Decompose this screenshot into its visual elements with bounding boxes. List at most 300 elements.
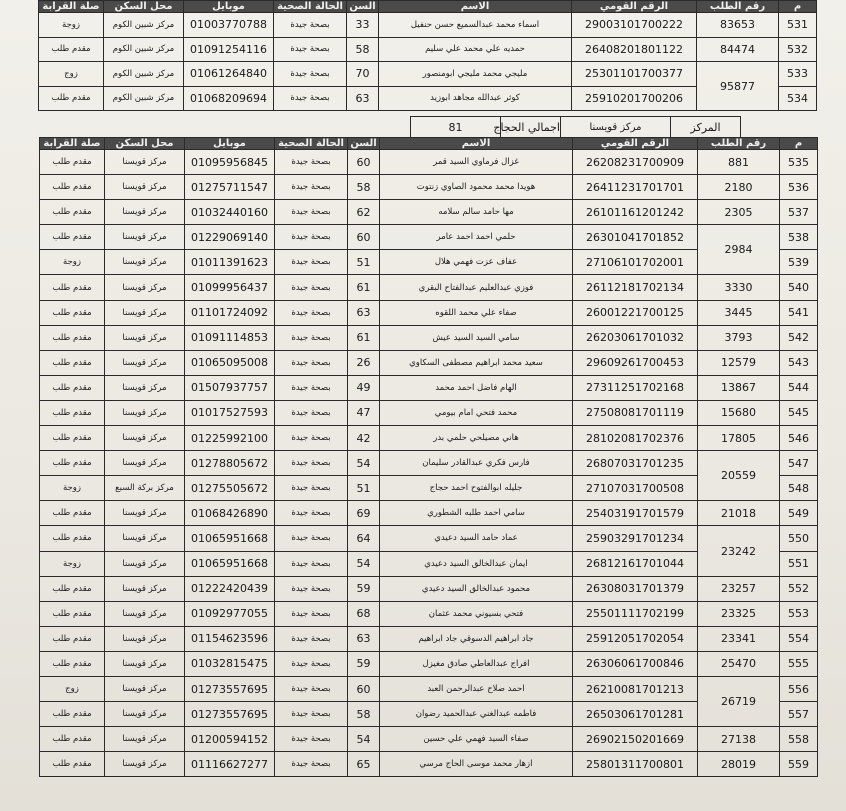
name-cell: غزال فرماوي السيد قمر <box>380 150 573 175</box>
column-header: الحالة الصحية <box>274 1 347 13</box>
address-cell: مركز قويسنا <box>105 501 185 526</box>
age-cell: 51 <box>348 476 380 501</box>
seq-cell: 534 <box>779 86 817 111</box>
age-cell: 65 <box>348 752 380 777</box>
name-cell: افراج عبدالعاطي صادق مغيزل <box>380 651 573 676</box>
address-cell: مركز قويسنا <box>105 225 185 250</box>
mobile-cell: 01200594152 <box>185 727 275 752</box>
health-status-cell: بصحة جيدة <box>275 300 348 325</box>
age-cell: 61 <box>348 275 380 300</box>
relation-cell: مقدم طلب <box>39 86 104 111</box>
relation-cell: مقدم طلب <box>40 702 105 727</box>
national-id-cell: 27107031700508 <box>573 476 698 501</box>
age-cell: 58 <box>348 175 380 200</box>
health-status-cell: بصحة جيدة <box>275 375 348 400</box>
relation-cell: مقدم طلب <box>40 601 105 626</box>
name-cell: محمد فتحي امام بيومي <box>380 400 573 425</box>
age-cell: 54 <box>348 727 380 752</box>
address-cell: مركز بركة السبع <box>105 476 185 501</box>
request-number-cell: 28019 <box>698 752 780 777</box>
column-header: موبايل <box>184 1 274 13</box>
table-row <box>40 526 818 551</box>
seq-cell: 546 <box>780 426 818 451</box>
table-row <box>40 501 818 526</box>
age-cell: 54 <box>348 451 380 476</box>
request-number-cell: 3445 <box>698 300 780 325</box>
table-row <box>40 451 818 476</box>
relation-cell: مقدم طلب <box>40 350 105 375</box>
age-cell: 42 <box>348 426 380 451</box>
column-header: م <box>780 138 818 150</box>
age-cell: 63 <box>348 626 380 651</box>
seq-cell: 540 <box>780 275 818 300</box>
table-row <box>40 626 818 651</box>
relation-cell: مقدم طلب <box>40 526 105 551</box>
national-id-cell: 26101161201242 <box>573 200 698 225</box>
relation-cell: مقدم طلب <box>40 727 105 752</box>
age-cell: 47 <box>348 400 380 425</box>
column-header: الرقم القومي <box>573 138 698 150</box>
age-cell: 68 <box>348 601 380 626</box>
name-cell: حلمي احمد احمد عامر <box>380 225 573 250</box>
national-id-cell: 25501111702199 <box>573 601 698 626</box>
health-status-cell: بصحة جيدة <box>275 702 348 727</box>
table-row <box>40 150 818 175</box>
seq-cell: 544 <box>780 375 818 400</box>
age-cell: 49 <box>348 375 380 400</box>
table-row <box>40 727 818 752</box>
column-header: الاسم <box>379 1 572 13</box>
request-number-cell: 21018 <box>698 501 780 526</box>
column-header: رقم الطلب <box>697 1 779 13</box>
national-id-cell: 26308031701379 <box>573 576 698 601</box>
age-cell: 58 <box>347 37 379 62</box>
health-status-cell: بصحة جيدة <box>274 13 347 38</box>
address-cell: مركز شبين الكوم <box>104 37 184 62</box>
table-row <box>40 400 818 425</box>
relation-cell: زوج <box>40 676 105 701</box>
request-number-cell: 23341 <box>698 626 780 651</box>
table-row <box>40 651 818 676</box>
national-id-cell: 29609261700453 <box>573 350 698 375</box>
request-number-cell: 3330 <box>698 275 780 300</box>
age-cell: 59 <box>348 651 380 676</box>
relation-cell: زوجة <box>40 476 105 501</box>
health-status-cell: بصحة جيدة <box>275 400 348 425</box>
mobile-cell: 01065095008 <box>185 350 275 375</box>
seq-cell: 538 <box>780 225 818 250</box>
relation-cell: مقدم طلب <box>40 375 105 400</box>
request-number-cell: 2305 <box>698 200 780 225</box>
seq-cell: 535 <box>780 150 818 175</box>
address-cell: مركز قويسنا <box>105 150 185 175</box>
seq-cell: 553 <box>780 601 818 626</box>
mobile-cell: 01095956845 <box>185 150 275 175</box>
mobile-cell: 01273557695 <box>185 702 275 727</box>
address-cell: مركز قويسنا <box>105 200 185 225</box>
health-status-cell: بصحة جيدة <box>275 275 348 300</box>
seq-cell: 549 <box>780 501 818 526</box>
name-cell: صفاء السيد فهمي علي حسين <box>380 727 573 752</box>
table-header-row <box>40 138 818 150</box>
health-status-cell: بصحة جيدة <box>275 451 348 476</box>
health-status-cell: بصحة جيدة <box>275 727 348 752</box>
national-id-cell: 28102081702376 <box>573 426 698 451</box>
name-cell: فاطمه عبدالغني عبدالحميد رضوان <box>380 702 573 727</box>
table-row <box>40 426 818 451</box>
request-number-cell: 26719 <box>698 676 780 726</box>
mobile-cell: 01065951668 <box>185 551 275 576</box>
request-number-cell: 25470 <box>698 651 780 676</box>
relation-cell: مقدم طلب <box>40 275 105 300</box>
national-id-cell: 29003101700222 <box>572 13 697 38</box>
address-cell: مركز قويسنا <box>105 325 185 350</box>
mobile-cell: 01154623596 <box>185 626 275 651</box>
request-number-cell: 23257 <box>698 576 780 601</box>
national-id-cell: 26812161701044 <box>573 551 698 576</box>
national-id-cell: 26112181702134 <box>573 275 698 300</box>
age-cell: 26 <box>348 350 380 375</box>
name-cell: عماد حامد السيد دعيدي <box>380 526 573 551</box>
health-status-cell: بصحة جيدة <box>275 576 348 601</box>
relation-cell: زوجة <box>40 250 105 275</box>
relation-cell: زوجة <box>40 551 105 576</box>
health-status-cell: بصحة جيدة <box>275 501 348 526</box>
main-applicants-table <box>39 137 818 777</box>
address-cell: مركز قويسنا <box>105 300 185 325</box>
health-status-cell: بصحة جيدة <box>275 225 348 250</box>
address-cell: مركز شبين الكوم <box>104 13 184 38</box>
request-number-cell: 84474 <box>697 37 779 62</box>
national-id-cell: 26306061700846 <box>573 651 698 676</box>
mobile-cell: 01091254116 <box>184 37 274 62</box>
relation-cell: مقدم طلب <box>40 300 105 325</box>
relation-cell: مقدم طلب <box>40 626 105 651</box>
age-cell: 63 <box>347 86 379 111</box>
request-number-cell: 3793 <box>698 325 780 350</box>
health-status-cell: بصحة جيدة <box>275 150 348 175</box>
mobile-cell: 01011391623 <box>185 250 275 275</box>
mobile-cell: 01099956437 <box>185 275 275 300</box>
column-header: رقم الطلب <box>698 138 780 150</box>
mobile-cell: 01225992100 <box>185 426 275 451</box>
name-cell: جليله ابوالفتوح احمد حجاج <box>380 476 573 501</box>
health-status-cell: بصحة جيدة <box>275 325 348 350</box>
mobile-cell: 01222420439 <box>185 576 275 601</box>
mobile-cell: 01091114853 <box>185 325 275 350</box>
center-label: المركز <box>671 117 741 138</box>
relation-cell: زوج <box>39 62 104 87</box>
seq-cell: 531 <box>779 13 817 38</box>
health-status-cell: بصحة جيدة <box>275 601 348 626</box>
address-cell: مركز قويسنا <box>105 375 185 400</box>
health-status-cell: بصحة جيدة <box>275 476 348 501</box>
national-id-cell: 27106101702001 <box>573 250 698 275</box>
column-header: محل السكن <box>104 1 184 13</box>
national-id-cell: 26001221700125 <box>573 300 698 325</box>
age-cell: 70 <box>347 62 379 87</box>
table-row <box>40 275 818 300</box>
table-row <box>40 350 818 375</box>
mobile-cell: 01278805672 <box>185 451 275 476</box>
address-cell: مركز قويسنا <box>105 551 185 576</box>
request-number-cell: 27138 <box>698 727 780 752</box>
seq-cell: 550 <box>780 526 818 551</box>
age-cell: 61 <box>348 325 380 350</box>
name-cell: جاد ابراهيم الدسوقي جاد ابراهيم <box>380 626 573 651</box>
mobile-cell: 01116627277 <box>185 752 275 777</box>
address-cell: مركز قويسنا <box>105 400 185 425</box>
seq-cell: 559 <box>780 752 818 777</box>
mobile-cell: 01003770788 <box>184 13 274 38</box>
national-id-cell: 26301041701852 <box>573 225 698 250</box>
total-value: 81 <box>411 117 501 138</box>
relation-cell: مقدم طلب <box>40 325 105 350</box>
seq-cell: 533 <box>779 62 817 87</box>
column-header: موبايل <box>185 138 275 150</box>
mobile-cell: 01068209694 <box>184 86 274 111</box>
table-row <box>40 175 818 200</box>
name-cell: الهام فاضل احمد محمد <box>380 375 573 400</box>
address-cell: مركز قويسنا <box>105 752 185 777</box>
relation-cell: مقدم طلب <box>40 150 105 175</box>
name-cell: عفاف عزت فهمي هلال <box>380 250 573 275</box>
relation-cell: مقدم طلب <box>40 651 105 676</box>
name-cell: سامي احمد طلبه الشطوري <box>380 501 573 526</box>
age-cell: 60 <box>348 676 380 701</box>
mobile-cell: 01068426890 <box>185 501 275 526</box>
request-number-cell: 23242 <box>698 526 780 576</box>
name-cell: مها حامد سالم سلامه <box>380 200 573 225</box>
relation-cell: مقدم طلب <box>40 501 105 526</box>
request-number-cell: 17805 <box>698 426 780 451</box>
relation-cell: مقدم طلب <box>40 426 105 451</box>
table-row <box>39 37 817 62</box>
name-cell: سامي السيد السيد عيش <box>380 325 573 350</box>
seq-cell: 537 <box>780 200 818 225</box>
national-id-cell: 27508081701119 <box>573 400 698 425</box>
national-id-cell: 26503061701281 <box>573 702 698 727</box>
national-id-cell: 25801311700801 <box>573 752 698 777</box>
health-status-cell: بصحة جيدة <box>275 250 348 275</box>
top-applicants-table <box>38 0 817 111</box>
table-row <box>40 300 818 325</box>
column-header: السن <box>347 1 379 13</box>
national-id-cell: 25301101700377 <box>572 62 697 87</box>
column-header: محل السكن <box>105 138 185 150</box>
address-cell: مركز قويسنا <box>105 702 185 727</box>
column-header: الحالة الصحية <box>275 138 348 150</box>
address-cell: مركز قويسنا <box>105 676 185 701</box>
mobile-cell: 01017527593 <box>185 400 275 425</box>
name-cell: كوثر عبدالله مجاهد ابوزيد <box>379 86 572 111</box>
address-cell: مركز قويسنا <box>105 526 185 551</box>
address-cell: مركز شبين الكوم <box>104 86 184 111</box>
seq-cell: 547 <box>780 451 818 476</box>
name-cell: فوزي عبدالعليم عبدالفتاح البقري <box>380 275 573 300</box>
table-header-row <box>39 1 817 13</box>
request-number-cell: 83653 <box>697 13 779 38</box>
address-cell: مركز قويسنا <box>105 350 185 375</box>
center-info-row <box>410 116 741 138</box>
relation-cell: مقدم طلب <box>40 752 105 777</box>
table-row <box>40 601 818 626</box>
national-id-cell: 25403191701579 <box>573 501 698 526</box>
health-status-cell: بصحة جيدة <box>274 62 347 87</box>
age-cell: 64 <box>348 526 380 551</box>
age-cell: 60 <box>348 225 380 250</box>
table-row <box>39 62 817 87</box>
seq-cell: 543 <box>780 350 818 375</box>
mobile-cell: 01101724092 <box>185 300 275 325</box>
column-header: الاسم <box>380 138 573 150</box>
seq-cell: 536 <box>780 175 818 200</box>
age-cell: 54 <box>348 551 380 576</box>
age-cell: 33 <box>347 13 379 38</box>
relation-cell: مقدم طلب <box>40 175 105 200</box>
seq-cell: 541 <box>780 300 818 325</box>
age-cell: 63 <box>348 300 380 325</box>
name-cell: صفاء علي محمد اللقوه <box>380 300 573 325</box>
table-row <box>40 225 818 250</box>
name-cell: ازهار محمد موسى الحاج مرسي <box>380 752 573 777</box>
mobile-cell: 01507937757 <box>185 375 275 400</box>
request-number-cell: 2180 <box>698 175 780 200</box>
health-status-cell: بصحة جيدة <box>275 350 348 375</box>
name-cell: سعيد محمد ابراهيم مصطفى السكاوي <box>380 350 573 375</box>
name-cell: هويدا محمد محمود الصاوي زنتوت <box>380 175 573 200</box>
name-cell: محمود عبدالخالق السيد دعيدي <box>380 576 573 601</box>
address-cell: مركز قويسنا <box>105 451 185 476</box>
health-status-cell: بصحة جيدة <box>274 86 347 111</box>
mobile-cell: 01273557695 <box>185 676 275 701</box>
name-cell: هاني مصيلحي حلمي بدر <box>380 426 573 451</box>
seq-cell: 542 <box>780 325 818 350</box>
table-row <box>40 200 818 225</box>
mobile-cell: 01061264840 <box>184 62 274 87</box>
relation-cell: مقدم طلب <box>40 225 105 250</box>
relation-cell: مقدم طلب <box>40 451 105 476</box>
age-cell: 69 <box>348 501 380 526</box>
health-status-cell: بصحة جيدة <box>275 752 348 777</box>
seq-cell: 545 <box>780 400 818 425</box>
address-cell: مركز قويسنا <box>105 175 185 200</box>
mobile-cell: 01275505672 <box>185 476 275 501</box>
seq-cell: 554 <box>780 626 818 651</box>
center-value: مركز قويسنا <box>561 117 671 138</box>
health-status-cell: بصحة جيدة <box>275 676 348 701</box>
seq-cell: 555 <box>780 651 818 676</box>
column-header: صلة القرابة <box>40 138 105 150</box>
mobile-cell: 01032815475 <box>185 651 275 676</box>
national-id-cell: 25910201700206 <box>572 86 697 111</box>
table-row <box>40 676 818 701</box>
address-cell: مركز قويسنا <box>105 727 185 752</box>
column-header: السن <box>348 138 380 150</box>
mobile-cell: 01065951668 <box>185 526 275 551</box>
national-id-cell: 26208231700909 <box>573 150 698 175</box>
age-cell: 62 <box>348 200 380 225</box>
request-number-cell: 881 <box>698 150 780 175</box>
name-cell: ايمان عبدالخالق السيد دعيدي <box>380 551 573 576</box>
age-cell: 51 <box>348 250 380 275</box>
national-id-cell: 26807031701235 <box>573 451 698 476</box>
health-status-cell: بصحة جيدة <box>275 651 348 676</box>
national-id-cell: 26203061701032 <box>573 325 698 350</box>
seq-cell: 548 <box>780 476 818 501</box>
request-number-cell: 23325 <box>698 601 780 626</box>
seq-cell: 552 <box>780 576 818 601</box>
health-status-cell: بصحة جيدة <box>275 200 348 225</box>
request-number-cell: 12579 <box>698 350 780 375</box>
age-cell: 59 <box>348 576 380 601</box>
health-status-cell: بصحة جيدة <box>275 626 348 651</box>
seq-cell: 551 <box>780 551 818 576</box>
relation-cell: زوجة <box>39 13 104 38</box>
health-status-cell: بصحة جيدة <box>275 526 348 551</box>
mobile-cell: 01229069140 <box>185 225 275 250</box>
name-cell: فتحي بسيوني محمد عثمان <box>380 601 573 626</box>
column-header: الرقم القومي <box>572 1 697 13</box>
address-cell: مركز قويسنا <box>105 250 185 275</box>
seq-cell: 539 <box>780 250 818 275</box>
age-cell: 60 <box>348 150 380 175</box>
mobile-cell: 01032440160 <box>185 200 275 225</box>
table-row <box>40 752 818 777</box>
health-status-cell: بصحة جيدة <box>275 426 348 451</box>
name-cell: حمديه علي محمد علي سليم <box>379 37 572 62</box>
name-cell: اسماء محمد عبدالسميع حسن حنفيل <box>379 13 572 38</box>
table-row <box>40 325 818 350</box>
mobile-cell: 01275711547 <box>185 175 275 200</box>
relation-cell: مقدم طلب <box>40 400 105 425</box>
address-cell: مركز قويسنا <box>105 651 185 676</box>
request-number-cell: 2984 <box>698 225 780 275</box>
relation-cell: مقدم طلب <box>40 576 105 601</box>
address-cell: مركز شبين الكوم <box>104 62 184 87</box>
health-status-cell: بصحة جيدة <box>275 551 348 576</box>
table-row <box>40 576 818 601</box>
age-cell: 58 <box>348 702 380 727</box>
health-status-cell: بصحة جيدة <box>275 175 348 200</box>
address-cell: مركز قويسنا <box>105 576 185 601</box>
name-cell: احمد صلاح عبدالرحمن العبد <box>380 676 573 701</box>
national-id-cell: 27311251702168 <box>573 375 698 400</box>
total-label: اجمالي الحجاج <box>501 117 561 138</box>
address-cell: مركز قويسنا <box>105 426 185 451</box>
column-header: م <box>779 1 817 13</box>
table-row <box>39 13 817 38</box>
name-cell: فارس فكري عبدالقادر سليمان <box>380 451 573 476</box>
request-number-cell: 95877 <box>697 62 779 111</box>
health-status-cell: بصحة جيدة <box>274 37 347 62</box>
table-row <box>40 375 818 400</box>
national-id-cell: 25912051702054 <box>573 626 698 651</box>
address-cell: مركز قويسنا <box>105 601 185 626</box>
seq-cell: 532 <box>779 37 817 62</box>
national-id-cell: 25903291701234 <box>573 526 698 551</box>
national-id-cell: 26210081701213 <box>573 676 698 701</box>
national-id-cell: 26902150201669 <box>573 727 698 752</box>
mobile-cell: 01092977055 <box>185 601 275 626</box>
address-cell: مركز قويسنا <box>105 626 185 651</box>
seq-cell: 558 <box>780 727 818 752</box>
name-cell: مليجي محمد مليجي ابومنصور <box>379 62 572 87</box>
relation-cell: مقدم طلب <box>40 200 105 225</box>
national-id-cell: 26408201801122 <box>572 37 697 62</box>
seq-cell: 556 <box>780 676 818 701</box>
request-number-cell: 13867 <box>698 375 780 400</box>
